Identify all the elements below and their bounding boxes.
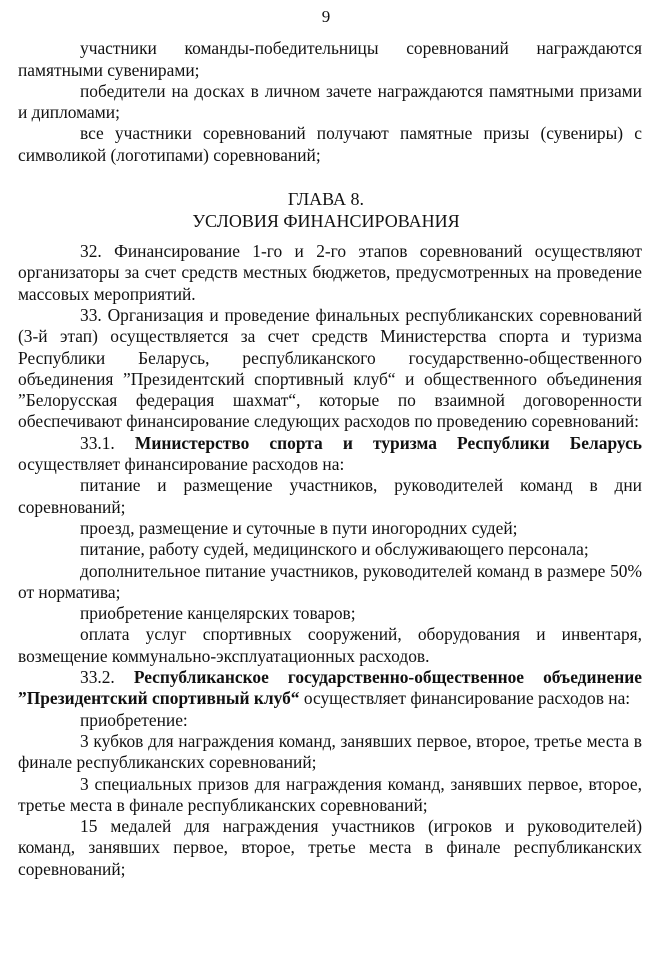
list-item [18, 603, 642, 624]
list-item [18, 475, 642, 518]
list-item [18, 624, 642, 667]
list-item [18, 518, 642, 539]
clause-text: осуществляет финансирование расходов на: [18, 454, 345, 475]
paragraph-33-1 [18, 433, 642, 476]
paragraph-text: все участники соревнований получают памятные призы (сувениры) с символикой (логотипами) соревнований; [18, 123, 642, 165]
paragraph-33-2 [18, 667, 642, 710]
list-item [18, 774, 642, 817]
paragraph-text: участники команды-победительницы соревнований награждаются памятными сувенирами; [18, 38, 642, 80]
paragraph-text: 32. Финансирование 1-го и 2-го этапов соревнований осуществляют организаторы за счет средств местных бюджетов, предусмотренных на проведение массовых мероприятий. [18, 241, 642, 304]
list-item-text: приобретение: [80, 709, 188, 730]
paragraph [18, 38, 642, 81]
paragraph-text: победители на досках в личном зачете награждаются памятными призами и дипломами; [18, 80, 642, 123]
list-item-text: проезд, размещение и суточные в пути иногородних судей; [80, 517, 518, 538]
list-item [18, 731, 642, 774]
list-item-text: оплата услуг спортивных сооружений, оборудования и инвентаря, возмещение коммунально-эксплуатационных расходов. [18, 624, 642, 666]
paragraph-32 [18, 241, 642, 305]
chapter-heading [18, 188, 642, 232]
list-item [18, 710, 642, 731]
clause-organization: Министерство спорта и туризма Республики Беларусь [134, 432, 642, 453]
list-item-text: питание, работу судей, медицинского и обслуживающего персонала; [80, 539, 589, 560]
paragraph-33 [18, 305, 642, 433]
paragraph-text: 33. Организация и проведение финальных республиканских соревнований (3-й этап) осуществляется за счет средств Министерства спорта и туризма Республики Беларусь, республиканского государственно-общественного объединения ”Президентский спортивный клуб“ и общественного объединения ”Белорусская федерация шахмат“, которые по взаимной договоренности обеспечивают финансирование следующих расходов по проведению соревнований: [18, 304, 642, 432]
list-item [18, 816, 642, 880]
list-item-text: дополнительное питание участников, руководителей команд в размере 50% от норматива; [18, 560, 642, 602]
paragraph [18, 123, 642, 166]
chapter-title: УСЛОВИЯ ФИНАНСИРОВАНИЯ [192, 211, 460, 232]
list-item-text: 15 медалей для награждения участников (игроков и руководителей) команд, занявших первое, второе, третье места в финале республиканских соревнований; [18, 816, 642, 879]
list-item-text: питание и размещение участников, руководителей команд в дни соревнований; [18, 475, 642, 517]
list-item [18, 561, 642, 604]
list-item-text: 3 кубков для награждения команд, занявших первое, второе, третье места в финале республиканских соревнований; [18, 730, 642, 773]
clause-text: осуществляет финансирование расходов на: [303, 688, 631, 709]
paragraph [18, 81, 642, 124]
list-item [18, 539, 642, 560]
document-body [18, 38, 642, 880]
chapter-number: ГЛАВА 8. [287, 189, 365, 210]
list-item-text: приобретение канцелярских товаров; [80, 603, 356, 624]
clause-number: 33.2. [80, 667, 115, 688]
list-item-text: 3 специальных призов для награждения команд, занявших первое, второе, третье места в финале республиканских соревнований; [18, 773, 642, 815]
clause-number: 33.1. [80, 432, 115, 453]
clause-organization: Республиканское государственно-общественное объединение ”Президентский спортивный клуб“ [18, 667, 642, 709]
page-number: 9 [321, 7, 331, 26]
